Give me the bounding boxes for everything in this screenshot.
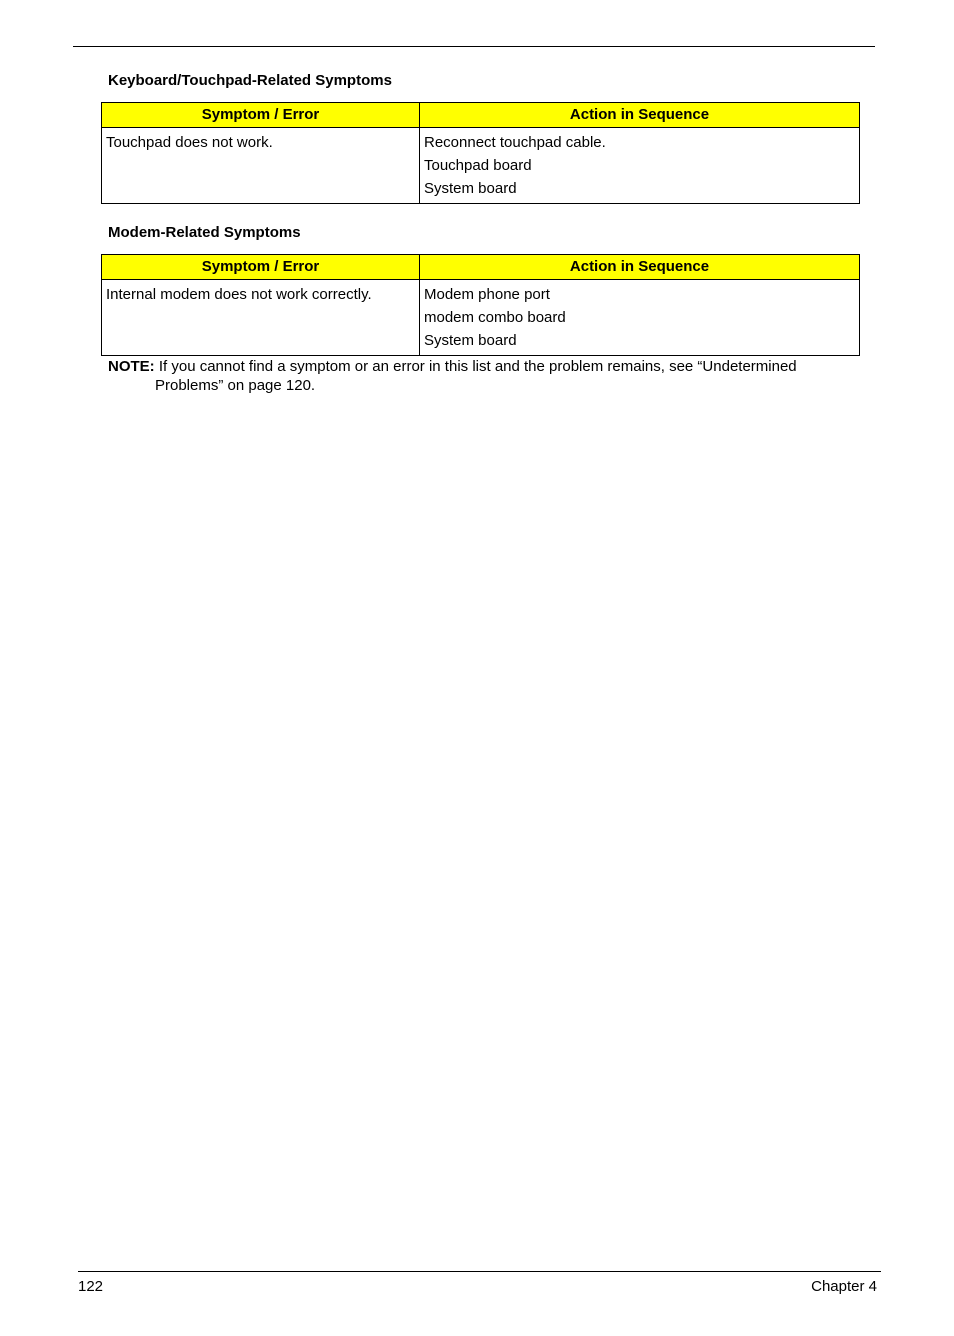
column-header-action: Action in Sequence bbox=[420, 255, 860, 280]
note-text-line1: If you cannot find a symptom or an error in this list and the problem remains, see “Undetermined bbox=[158, 358, 797, 375]
action-step: Touchpad board bbox=[424, 157, 532, 174]
action-step: Modem phone port bbox=[424, 286, 550, 303]
action-step: System board bbox=[424, 332, 517, 349]
action-cell bbox=[420, 131, 860, 204]
action-step: Reconnect touchpad cable. bbox=[424, 134, 606, 151]
header-rule bbox=[73, 46, 875, 47]
table-row bbox=[102, 131, 860, 204]
page-number: 122 bbox=[78, 1278, 104, 1295]
symptom-cell: Internal modem does not work correctly. bbox=[102, 283, 420, 356]
action-step: modem combo board bbox=[424, 309, 566, 326]
note-paragraph bbox=[108, 357, 848, 395]
action-cell bbox=[420, 283, 860, 356]
note-text-line2: Problems” on page 120. bbox=[155, 377, 316, 394]
keyboard-touchpad-table bbox=[101, 102, 860, 204]
section-title-keyboard-touchpad: Keyboard/Touchpad-Related Symptoms bbox=[108, 72, 392, 89]
column-header-symptom: Symptom / Error bbox=[102, 255, 420, 280]
column-header-symptom: Symptom / Error bbox=[102, 103, 420, 128]
chapter-label: Chapter 4 bbox=[811, 1278, 877, 1295]
footer-rule bbox=[78, 1271, 881, 1272]
note-label: NOTE: bbox=[108, 358, 155, 375]
table-row bbox=[102, 283, 860, 356]
column-header-action: Action in Sequence bbox=[420, 103, 860, 128]
section-title-modem: Modem-Related Symptoms bbox=[108, 224, 301, 241]
modem-table bbox=[101, 254, 860, 356]
table-header-row bbox=[102, 103, 860, 128]
symptom-cell: Touchpad does not work. bbox=[102, 131, 420, 204]
table-header-row bbox=[102, 255, 860, 280]
action-step: System board bbox=[424, 180, 517, 197]
